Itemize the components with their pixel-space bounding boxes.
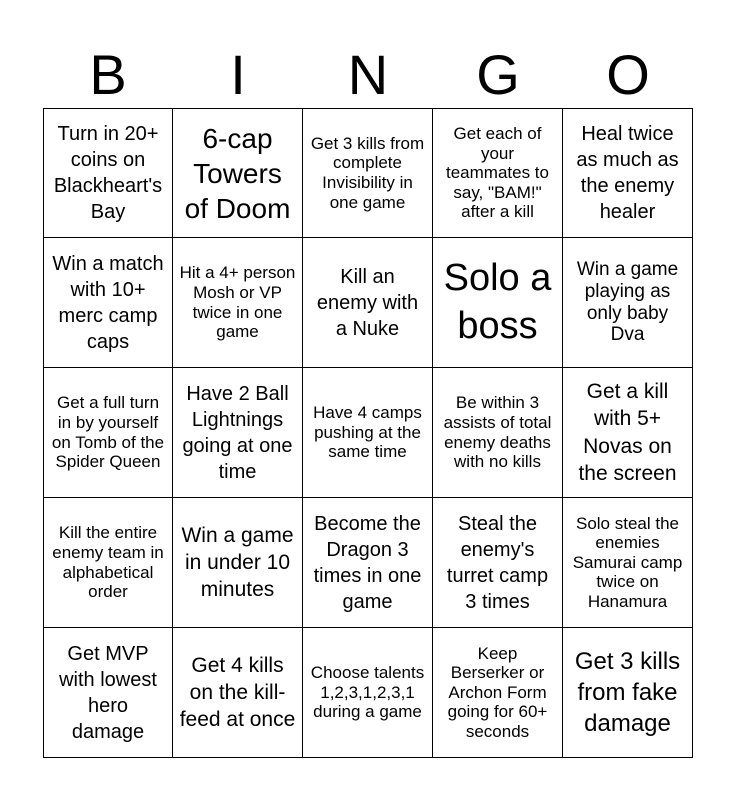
bingo-cell[interactable]: [173, 368, 303, 498]
bingo-cell[interactable]: [563, 628, 693, 758]
cell-text: Get 4 kills on the kill-feed at once: [179, 653, 296, 732]
cell-text: Win a game playing as only baby Dva: [576, 258, 679, 346]
cell-text: Choose talents 1,2,3,1,2,3,1 during a game: [310, 663, 425, 722]
bingo-grid: [43, 108, 693, 758]
bingo-cell[interactable]: [173, 628, 303, 758]
cell-text: 6-cap Towers of Doom: [184, 122, 291, 224]
bingo-cell[interactable]: [173, 498, 303, 628]
cell-text: Get 3 kills from complete Invisibility in one game: [310, 133, 425, 212]
bingo-cell[interactable]: [303, 498, 433, 628]
cell-text: Steal the enemy's turret camp 3 times: [446, 512, 549, 613]
cell-text: Get 3 kills from fake damage: [574, 647, 681, 738]
bingo-cell[interactable]: [43, 238, 173, 368]
cell-text: Heal twice as much as the enemy healer: [576, 123, 679, 223]
cell-text: Become the Dragon 3 times in one game: [313, 512, 422, 613]
bingo-cell[interactable]: [563, 238, 693, 368]
bingo-cell[interactable]: [303, 238, 433, 368]
bingo-cell[interactable]: [563, 108, 693, 238]
header-letter-i: I: [230, 43, 246, 106]
header-letter-b: B: [89, 43, 127, 106]
cell-text: Keep Berserker or Archon Form going for 60+ seconds: [447, 643, 548, 741]
bingo-cell[interactable]: [43, 368, 173, 498]
bingo-cell[interactable]: [433, 498, 563, 628]
cell-text: Turn in 20+ coins on Blackheart's Bay: [53, 123, 163, 223]
cell-text: Be within 3 assists of total enemy deaths with no kills: [443, 393, 552, 472]
bingo-cell[interactable]: [43, 108, 173, 238]
cell-text: Kill an enemy with a Nuke: [316, 265, 419, 340]
cell-text: Get a kill with 5+ Novas on the screen: [578, 379, 677, 485]
bingo-cell[interactable]: [303, 368, 433, 498]
cell-text: Have 2 Ball Lightnings going at one time: [182, 382, 293, 483]
header-letter-n: N: [347, 43, 389, 106]
bingo-cell[interactable]: [433, 238, 563, 368]
bingo-cell[interactable]: [433, 368, 563, 498]
cell-text: Get each of your teammates to say, "BAM!" after a kill: [446, 124, 549, 222]
cell-text: Hit a 4+ person Mosh or VP twice in one game: [179, 263, 296, 342]
bingo-header: [43, 42, 693, 108]
cell-text: Win a game in under 10 minutes: [181, 523, 294, 602]
header-letter-g: G: [476, 43, 520, 106]
bingo-cell[interactable]: [43, 498, 173, 628]
cell-text: Get MVP with lowest hero damage: [59, 642, 157, 743]
cell-text: Solo steal the enemies Samurai camp twice on Hanamura: [572, 513, 683, 611]
bingo-cell[interactable]: [303, 628, 433, 758]
bingo-cell[interactable]: [433, 628, 563, 758]
bingo-cell[interactable]: [173, 238, 303, 368]
cell-text: Solo a boss: [443, 257, 552, 347]
bingo-cell[interactable]: [433, 108, 563, 238]
cell-text: Have 4 camps pushing at the same time: [313, 403, 422, 462]
cell-text: Win a match with 10+ merc camp caps: [52, 252, 164, 353]
header-letter-o: O: [606, 43, 650, 106]
cell-text: Get a full turn in by yourself on Tomb of the Spider Queen: [51, 393, 165, 472]
bingo-cell[interactable]: [563, 368, 693, 498]
cell-text: Kill the entire enemy team in alphabetical order: [52, 523, 164, 602]
bingo-cell[interactable]: [563, 498, 693, 628]
bingo-cell[interactable]: [43, 628, 173, 758]
bingo-cell[interactable]: [303, 108, 433, 238]
bingo-cell[interactable]: [173, 108, 303, 238]
